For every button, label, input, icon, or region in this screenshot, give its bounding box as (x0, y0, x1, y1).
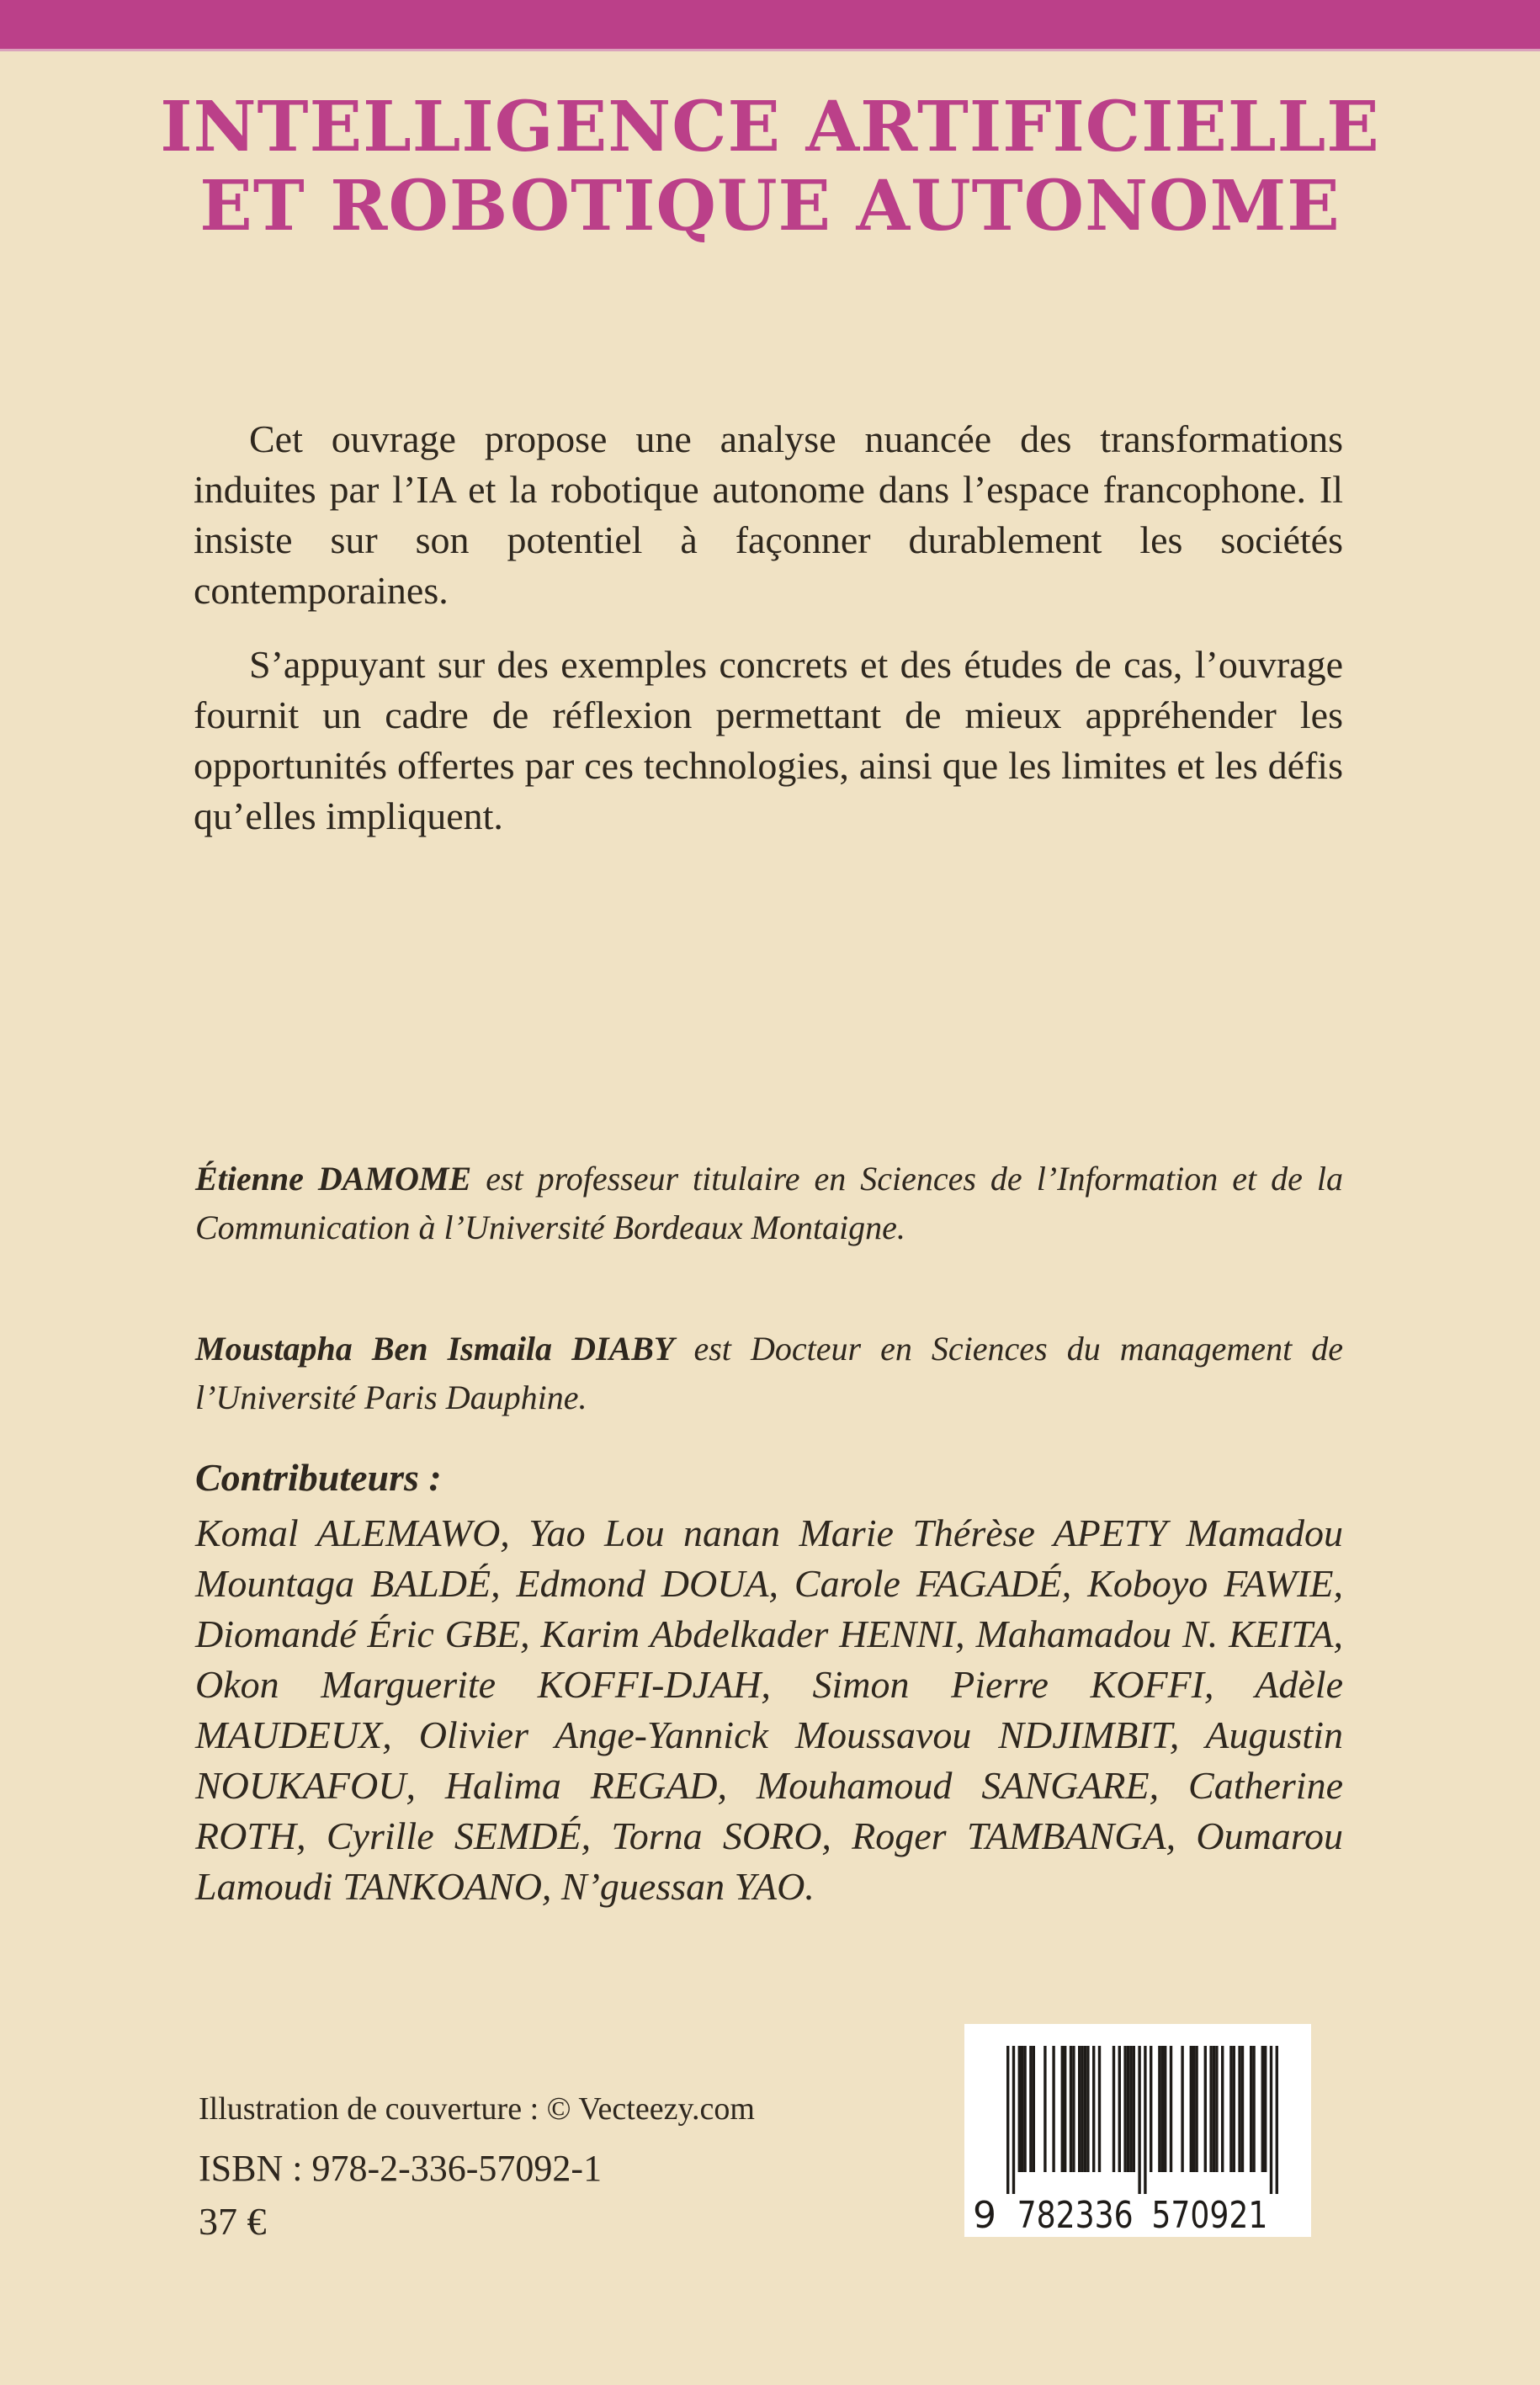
barcode-bar (1021, 2046, 1023, 2172)
barcode-bar (1144, 2046, 1146, 2194)
barcode-bar (1221, 2046, 1224, 2172)
barcode-bar (1190, 2046, 1192, 2172)
barcode-number-segment: 570921 (1151, 2194, 1268, 2237)
barcode-bar (1233, 2046, 1235, 2172)
author-bio-damome (195, 1155, 1343, 1252)
barcode-number-segment: 782336 (1017, 2194, 1134, 2237)
barcode-bar (1084, 2046, 1086, 2172)
synopsis-paragraph-1: Cet ouvrage propose une analyse nuancée des transformations induites par l’IA et la robotique autonome dans l’espace francophone. Il insiste sur son potentiel à façonner durablement les sociétés contemporaines. (194, 417, 1343, 612)
barcode-bar (1181, 2046, 1183, 2172)
barcode-bar (1209, 2046, 1212, 2172)
barcode-bar (1150, 2046, 1152, 2172)
barcode-bar (1164, 2046, 1166, 2172)
barcode-bar (1127, 2046, 1129, 2172)
barcode-bar (1158, 2046, 1160, 2172)
author-name-diaby: Moustapha Ben Ismaila DIABY (195, 1330, 675, 1368)
barcode-bar (1043, 2046, 1046, 2172)
contributors-heading: Contributeurs : (195, 1456, 442, 1499)
barcode-bar (1023, 2046, 1026, 2172)
barcode-bar (1138, 2046, 1140, 2194)
barcode-bar (1072, 2046, 1075, 2172)
barcode-bar (1252, 2046, 1255, 2172)
contributors-section (195, 1453, 1343, 1912)
barcode-bar (1133, 2046, 1135, 2172)
book-title-line2: ET ROBOTIQUE AUTONOME (199, 166, 1341, 247)
book-title-line1: INTELLIGENCE ARTIFICIELLE (160, 87, 1380, 167)
price-text: 37 € (199, 2200, 267, 2243)
barcode-bar (1064, 2046, 1066, 2172)
barcode-bar (1029, 2046, 1032, 2172)
contributors-list: Komal ALEMAWO, Yao Lou nanan Marie Thérèse APETY Mamadou Mountaga BALDÉ, Edmond DOUA, Carole FAGADÉ, Koboyo FAWIE, Diomandé Éric GBE, Karim Abdelkader HENNI, Mahamadou N. KEITA, Okon Marguerite KOFFI-DJAH, Simon Pierre KOFFI, Adèle MAUDEUX, Olivier Ange-Yannick Moussavou NDJIMBIT, Augustin NOUKAFOU, Halima REGAD, Mouhamoud SANGARE, Catherine ROTH, Cyrille SEMDÉ, Torna SORO, Roger TAMBANGA, Oumarou Lamoudi TANKOANO, N’guessan YAO. (195, 1511, 1343, 1908)
barcode-bar (1078, 2046, 1081, 2172)
cover-illustration-credit: Illustration de couverture : © Vecteezy.com (199, 2091, 755, 2127)
barcode-bar (1061, 2046, 1064, 2172)
barcode-bar (1012, 2046, 1015, 2194)
barcode-bar (1123, 2046, 1126, 2172)
barcode-bar (1086, 2046, 1089, 2172)
barcode-bar (1264, 2046, 1267, 2172)
barcode-bar (1006, 2046, 1009, 2194)
barcode (964, 2024, 1311, 2237)
author-bio-text-diaby: est Docteur en Sciences du management de l’Université Paris Dauphine. (195, 1330, 1344, 1416)
top-accent-bar (0, 0, 1540, 51)
barcode-number-segment: 9 (973, 2194, 996, 2237)
barcode-bar (1213, 2046, 1215, 2172)
barcode-bar (1276, 2046, 1278, 2194)
barcode-bar (1113, 2046, 1115, 2172)
author-name-damome: Étienne DAMOME (195, 1160, 472, 1198)
author-bio-diaby (195, 1325, 1343, 1422)
barcode-bar (1118, 2046, 1121, 2172)
barcode-bar (1129, 2046, 1132, 2172)
barcode-bar (1192, 2046, 1195, 2172)
barcode-bars (964, 2024, 1311, 2237)
barcode-bar (1070, 2046, 1072, 2172)
barcode-bar (1195, 2046, 1197, 2172)
barcode-bar (1018, 2046, 1021, 2172)
barcode-bar (1270, 2046, 1272, 2194)
barcode-bar (1081, 2046, 1083, 2172)
barcode-bar (1033, 2046, 1035, 2172)
isbn-text: ISBN : 978-2-336-57092-1 (199, 2148, 603, 2189)
barcode-bar (1170, 2046, 1172, 2172)
barcode-bar (1098, 2046, 1101, 2172)
barcode-bar (1261, 2046, 1264, 2172)
author-bio-text-damome: est professeur titulaire en Sciences de l’Information et de la Communication à l’Université Bordeaux Montaigne. (195, 1160, 1343, 1246)
barcode-bar (1215, 2046, 1218, 2172)
barcode-bar (1238, 2046, 1240, 2172)
barcode-bar (1092, 2046, 1095, 2172)
barcode-bar (1161, 2046, 1164, 2172)
book-title (0, 88, 1540, 246)
synopsis-paragraph-2: S’appuyant sur des exemples concrets et des études de cas, l’ouvrage fournit un cadre de réflexion permettant de mieux appréhender les opportunités offertes par ces technologies, ainsi que les limites et les défis qu’elles impliquent. (194, 643, 1343, 837)
barcode-bar (1250, 2046, 1252, 2172)
barcode-bar (1241, 2046, 1244, 2172)
barcode-bar (1052, 2046, 1054, 2172)
barcode-bar (1204, 2046, 1207, 2172)
barcode-bar (1229, 2046, 1232, 2172)
